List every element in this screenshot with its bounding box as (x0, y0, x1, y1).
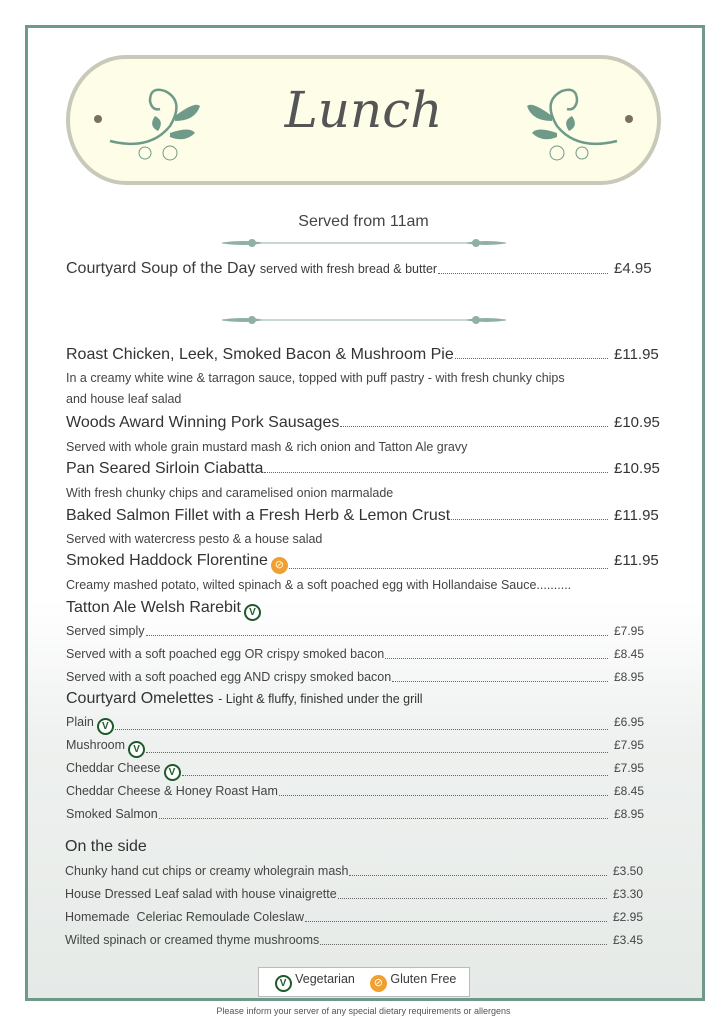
option-name: Cheddar Cheese & Honey Roast Ham (66, 784, 278, 798)
item-price: £2.95 (613, 910, 644, 924)
dot-leader (455, 358, 608, 359)
dot-leader (451, 519, 608, 520)
item-description: With fresh chunky chips and caramelised onion marmalade (66, 486, 394, 500)
dot-leader (146, 752, 608, 753)
menu-item (66, 551, 662, 574)
option-price: £7.95 (614, 761, 645, 775)
menu-option (66, 645, 662, 664)
item-description: Creamy mashed potato, wilted spinach & a soft poached egg with Hollandaise Sauce.......... (66, 578, 572, 592)
dot-leader (392, 681, 608, 682)
option-name: Mushroom (66, 738, 126, 752)
menu-option (66, 805, 662, 824)
option-name: Served with a soft poached egg AND crispy smoked bacon (66, 670, 392, 684)
section-omelettes (66, 689, 662, 709)
vegetarian-icon: V (128, 741, 145, 758)
side-item (65, 862, 661, 881)
menu-item (66, 413, 662, 432)
item-price: £3.45 (613, 933, 644, 947)
item-name: Wilted spinach or creamed thyme mushrooms (65, 933, 320, 947)
legend-vegetarian: Vegetarian (295, 972, 355, 986)
item-name: House Dressed Leaf salad with house vinaigrette (65, 887, 337, 901)
menu-title: Lunch (284, 81, 443, 139)
item-subtitle: - Light & fluffy, finished under the grill (218, 692, 423, 706)
legend-gluten-free: Gluten Free (390, 972, 457, 986)
item-price: £3.50 (613, 864, 644, 878)
option-name: Plain (66, 715, 94, 729)
dot-leader (279, 795, 608, 796)
item-name: Woods Award Winning Pork Sausages (66, 414, 340, 431)
dot-leader (385, 658, 608, 659)
option-name: Served with a soft poached egg OR crispy smoked bacon (66, 647, 385, 661)
menu-option (66, 622, 662, 641)
vegetarian-icon: V (164, 764, 181, 781)
section-heading-sides (65, 837, 661, 856)
side-item (65, 908, 661, 927)
dot-leader (182, 775, 608, 776)
menu-option (66, 759, 662, 781)
menu-option (66, 713, 662, 735)
item-name: Pan Seared Sirloin Ciabatta (66, 460, 264, 477)
option-name: Cheddar Cheese (66, 761, 161, 775)
vegetarian-icon: V (244, 604, 261, 621)
option-name: Smoked Salmon (66, 807, 158, 821)
section-heading: On the side (65, 838, 147, 855)
item-name: Homemade Celeriac Remoulade Coleslaw (65, 910, 304, 924)
item-price: £11.95 (614, 552, 659, 569)
dot-leader (159, 818, 608, 819)
dietary-legend (258, 967, 470, 997)
item-description: Served with watercress pesto & a house salad (66, 532, 323, 546)
dot-leader (340, 426, 608, 427)
option-price: £7.95 (614, 624, 645, 638)
menu-option (66, 736, 662, 758)
option-price: £8.45 (614, 784, 645, 798)
dot-leader (146, 635, 609, 636)
item-name: Baked Salmon Fillet with a Fresh Herb & Lemon Crust (66, 507, 451, 524)
dot-leader (338, 898, 607, 899)
item-name: Chunky hand cut chips or creamy wholegrain mash (65, 864, 349, 878)
menu-item-soup (66, 259, 662, 279)
item-name: Tatton Ale Welsh Rarebit (66, 599, 241, 616)
option-price: £8.45 (614, 647, 645, 661)
dot-leader (115, 729, 608, 730)
item-suffix: served with fresh bread & butter (259, 262, 438, 276)
option-price: £8.95 (614, 807, 645, 821)
item-description: Served with whole grain mustard mash & rich onion and Tatton Ale gravy (66, 440, 468, 454)
served-from: Served from 11am (298, 213, 429, 230)
menu-item (66, 506, 662, 525)
dot-leader (264, 472, 608, 473)
menu-item (66, 459, 662, 478)
dot-leader (320, 944, 607, 945)
item-description: In a creamy white wine & tarragon sauce, topped with puff pastry - with fresh chunky chips and house leaf salad (66, 371, 565, 406)
gluten-free-icon: ⊘ (370, 975, 387, 992)
option-name: Served simply (66, 624, 145, 638)
vegetarian-icon: V (97, 718, 114, 735)
menu-option (66, 668, 662, 687)
vegetarian-icon: V (275, 975, 292, 992)
item-price: £10.95 (614, 414, 660, 431)
side-item (65, 885, 661, 904)
divider-ornament-icon (222, 315, 506, 325)
section-rarebit (66, 598, 662, 621)
divider-ornament-icon (222, 238, 506, 248)
allergen-notice: Please inform your server of any special dietary requirements or allergens (216, 1006, 511, 1016)
menu-item (66, 345, 662, 364)
item-price: £4.95 (614, 260, 652, 277)
option-price: £6.95 (614, 715, 645, 729)
item-price: £10.95 (614, 460, 660, 477)
item-price: £11.95 (614, 507, 659, 524)
item-name: Roast Chicken, Leek, Smoked Bacon & Mushroom Pie (66, 346, 454, 363)
dot-leader (438, 273, 608, 274)
option-price: £7.95 (614, 738, 645, 752)
dot-leader (305, 921, 607, 922)
menu-option (66, 782, 662, 801)
title-plaque (66, 55, 661, 185)
item-price: £3.30 (613, 887, 644, 901)
dot-leader (349, 875, 607, 876)
dot-leader (289, 568, 608, 569)
side-item (65, 931, 661, 950)
item-name: Smoked Haddock Florentine (66, 552, 268, 569)
option-price: £8.95 (614, 670, 645, 684)
item-name: Courtyard Omelettes (66, 690, 214, 707)
item-name: Courtyard Soup of the Day (66, 260, 256, 277)
item-price: £11.95 (614, 346, 659, 363)
gluten-free-icon: ⊘ (271, 557, 288, 574)
